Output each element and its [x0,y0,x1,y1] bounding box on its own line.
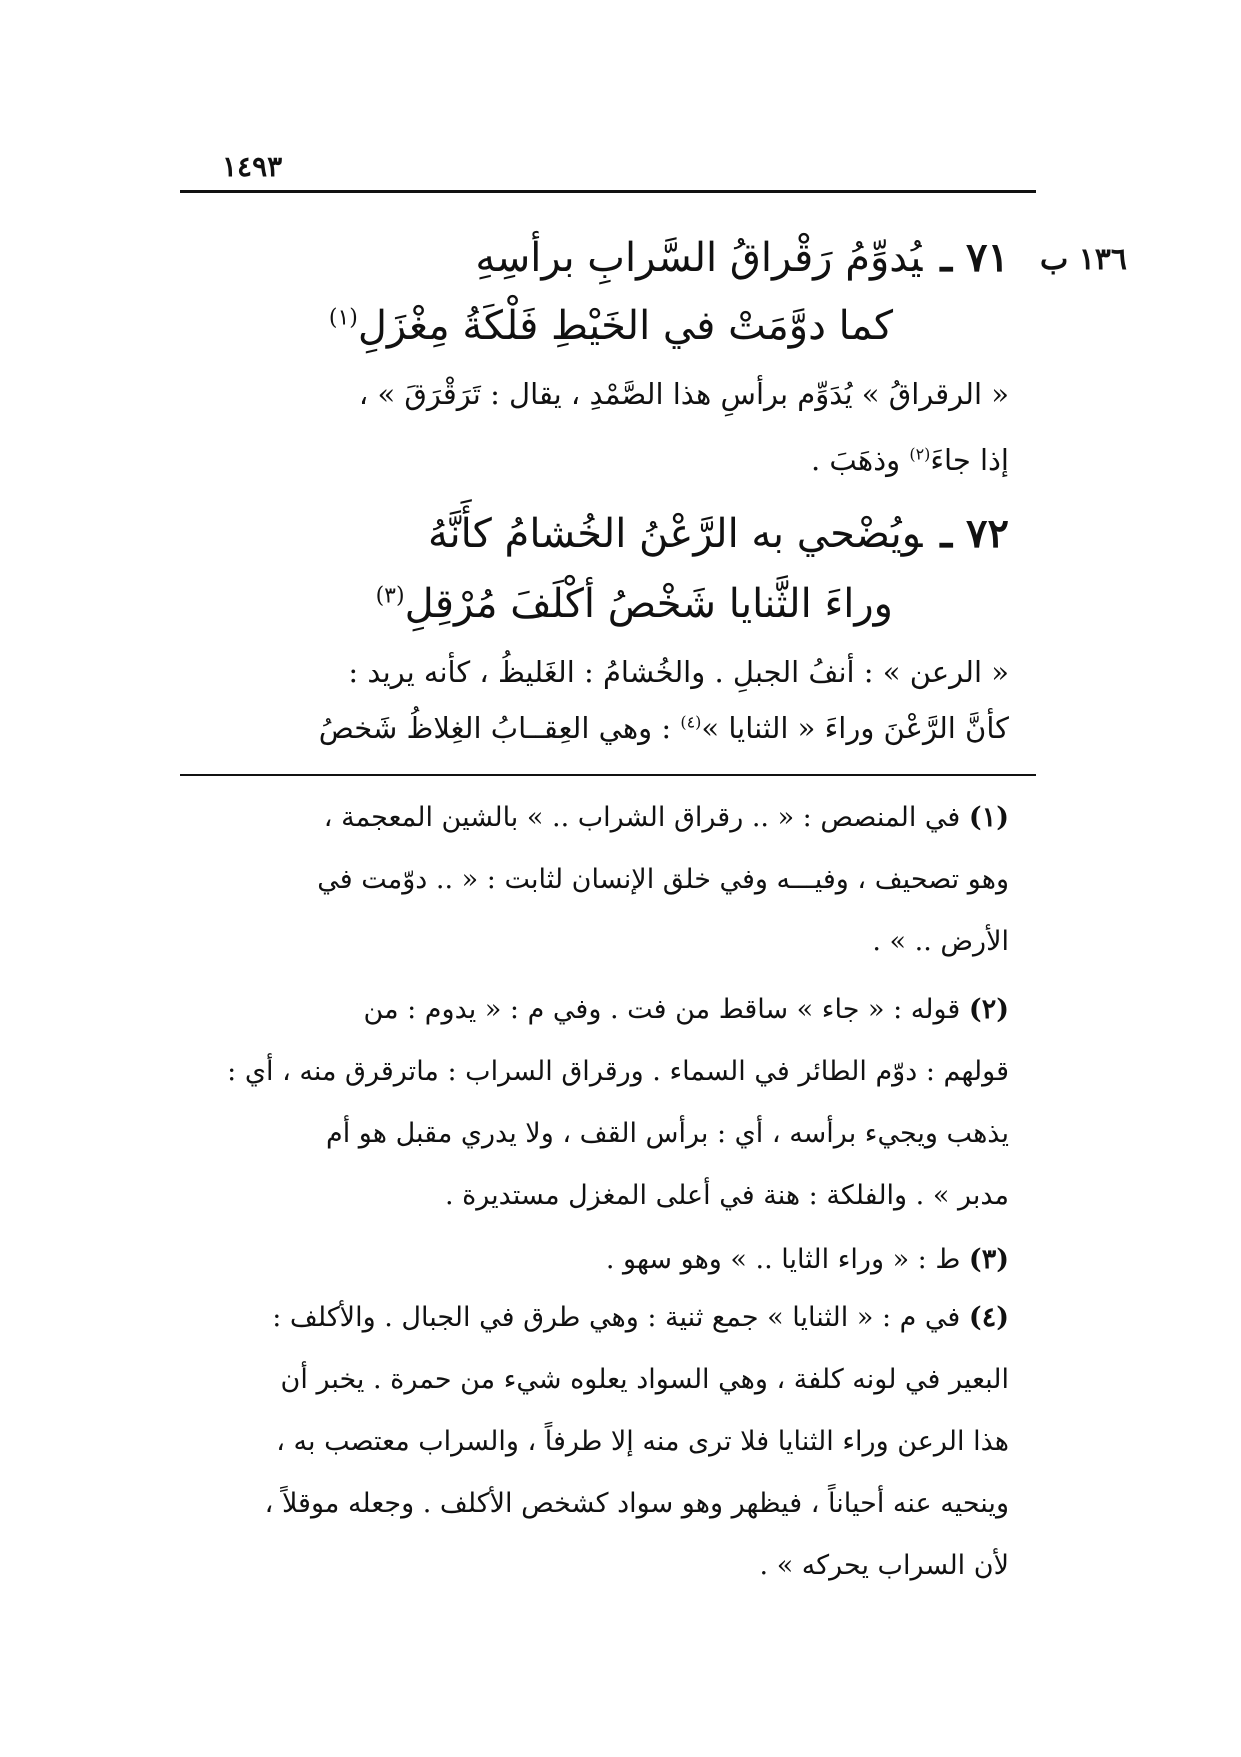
footnote-3-line: (٣) ط : « وراء الثايا .. » وهو سهو . [605,1244,1009,1275]
footnote-marker: (٣) [375,583,405,609]
footnote-number: (٤) [968,1302,1009,1333]
footnote-marker: (٢) [909,444,931,464]
footnote-4-line: البعير في لونه كلفة ، وهي السواد يعلوه شيء من حمرة . يخبر أن [280,1364,1009,1395]
footnote-4-line: هذا الرعن وراء الثنايا فلا ترى منه إلا طرفاً ، والسراب معتصب به ، [276,1426,1009,1457]
footnote-separator [180,774,1036,776]
header-rule [180,190,1036,193]
footnote-2-line: مدبر » . والفلكة : هنة في أعلى المغزل مستديرة . [444,1180,1009,1211]
verse-71-second-hemistich: كما دوَّمَتْ في الخَيْطِ فَلْكَةُ مِغْزَلِ$^{(١)}$ [328,303,893,349]
manuscript-folio-reference: ١٣٦ ب [1040,242,1128,277]
footnote-number: (١) [968,802,1009,833]
commentary-line: كأنَّ الرَّعْنَ وراءَ « الثنايا »$^{(٤)}$ : وهي العِقــابُ الغِلاظُ شَخصُ [318,711,1009,745]
footnote-2-line: يذهب ويجيء برأسه ، أي : برأس القف ، ولا يدري مقبل هو أم [326,1118,1009,1149]
footnote-marker: (١) [328,305,358,331]
footnote-number: (٣) [968,1244,1009,1275]
footnote-number: (٢) [968,994,1009,1025]
commentary-line: « الرعن » : أنفُ الجبلِ . والخُشامُ : الغَليظُ ، كأنه يريد : [348,655,1009,689]
footnote-1-line: (١) في المنصص : « .. رقراق الشراب .. » بالشين المعجمة ، [323,802,1009,833]
verse-number: ٧١ ـ [940,234,1009,281]
footnote-4-line: وينحيه عنه أحياناً ، فيظهر وهو سواد كشخص الأكلف . وجعله موقلاً ، [264,1488,1009,1519]
footnote-4-line: (٤) في م : « الثنايا » جمع ثنية : وهي طرق في الجبال . والأكلف : [272,1302,1009,1333]
footnote-4-line: لأن السراب يحركه » . [759,1550,1009,1581]
footnote-2-line: قولهم : دوّم الطائر في السماء . ورقراق السراب : ماترقرق منه ، أي : [227,1056,1009,1087]
verse-72-first-hemistich: ٧٢ ـويُضْحي به الرَّعْنُ الخُشامُ كأَنَّهُ [428,510,1009,557]
footnote-1-line: الأرض .. » . [872,926,1009,957]
verse-72-second-hemistich: وراءَ الثَّنايا شَخْصُ أكْلَفَ مُرْقِلِ$^{(٣)}$ [375,581,893,627]
commentary-line: « الرقراقُ » يُدَوِّم برأسِ هذا الصَّمْدِ ، يقال : تَرَقْرَقَ » ، [358,377,1009,411]
footnote-marker: (٤) [680,712,702,732]
commentary-line: إذا جاءَ$^{(٢)}$ وذهَبَ . [811,443,1009,477]
verse-71-first-hemistich: ٧١ ـيُدوِّمُ رَقْراقُ السَّرابِ برأسِهِ [475,234,1009,281]
verse-number: ٧٢ ـ [940,510,1009,557]
footnote-1-line: وهو تصحيف ، وفيـــه وفي خلق الإنسان لثابت : « .. دوّمت في [317,864,1009,895]
page-number: ١٤٩٣ [222,150,283,183]
footnote-2-line: (٢) قوله : « جاء » ساقط من فت . وفي م : « يدوم : من [363,994,1009,1025]
